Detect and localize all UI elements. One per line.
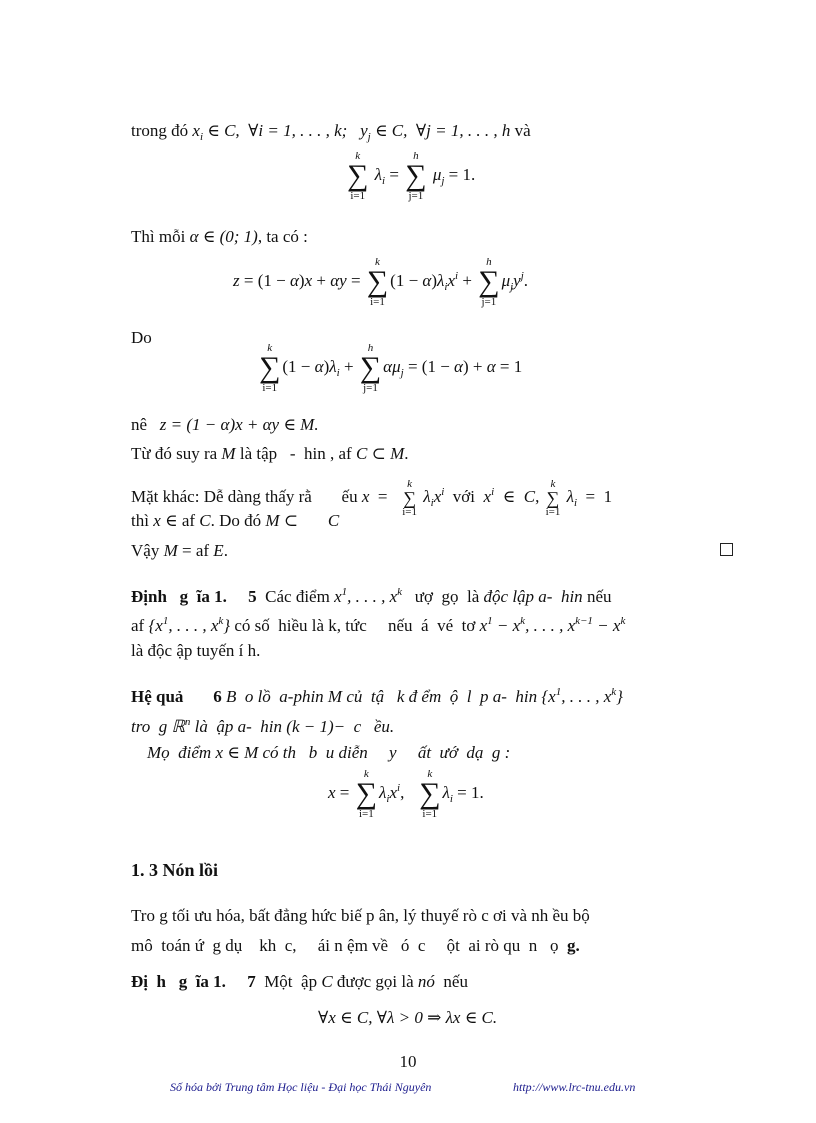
section-heading: 1. 3 Nón lồi: [131, 860, 219, 880]
equation-5: ∀x ∈ C, ∀λ > 0 ⇒ λx ∈ C.: [318, 1008, 498, 1027]
text-line-1: trong đó $x_i$ ∈ C, ∀i = 1, . . . , k; $y_j$ ∈ C, ∀j = 1, . . . , h và: [131, 121, 531, 143]
text-line-5: Từ đó suy ra M là tập - hin , af C ⊂ M.: [131, 444, 409, 463]
equation-4: x = k ∑ i=1 $\lambda_ix^i$, k ∑ i=1 $\lambda_i = 1$.: [328, 768, 484, 820]
text-line-3: Do: [131, 328, 152, 347]
paragraph-line-2: mô toán ứ g dụ kh c, ái n ệm về ó c ột ai rò qu n ọ g.: [131, 936, 580, 955]
equation-3: k ∑ i=1 $(1 - \alpha)\lambda_i$ + h ∑ j=1 $\alpha\mu_j = (1 - \alpha) + \alpha = 1$: [259, 342, 523, 394]
corollary-line-2: tro g ℝ$^n$ là ập a- hin (k − 1)− c ều.: [131, 716, 395, 736]
text-line-4: nê z = (1 − α)x + αy ∈ M.: [131, 415, 319, 434]
text-line-7: thì x ∈ af C. Do đó M ⊂ C: [131, 511, 340, 530]
footer-source: Số hóa bởi Trung tâm Học liệu - Đại học Thái Nguyên: [170, 1080, 432, 1094]
footer-url[interactable]: http://www.lrc-tnu.edu.vn: [513, 1080, 636, 1094]
qed-square-icon: [720, 543, 733, 556]
definition-line-1: Định g ĩa 1. 5 Các điểm $x^1$, . . . , $x^k$ ượ gọ là độc lập a- hin nếu: [131, 586, 612, 606]
page-number: 10: [399, 1052, 417, 1071]
paragraph-line-1: Tro g tối ưu hóa, bất đẳng hức biế p ân, lý thuyế rò c ơi và nh ều bộ: [131, 906, 590, 925]
definition-line-2: af {$x^1$, . . . , $x^k$} có số hiều là k, tức nếu á vé tơ $x^1 - x^k$, . . . , $x^{k-1} - x^k$: [131, 615, 626, 635]
corollary-line-3: Mọ điểm x ∈ M có th b u diễn y ất ướ dạ g :: [147, 743, 511, 762]
corollary-line-1: Hệ quả 6 B o lồ a-phin M củ tậ k đ ểm ộ l p a- hin {$x^1$, . . . , $x^k$}: [131, 686, 623, 706]
text-line-8: Vậy M = af E.: [131, 541, 228, 560]
definition-line-3: là độc ập tuyến í h.: [131, 641, 261, 660]
definition2-line: Đị h g ĩa 1. 7 Một ập C được gọi là nó nếu: [131, 972, 468, 991]
text-line-6: Mặt khác: Dễ dàng thấy rằ ếu x = k ∑ i=1 $\lambda_ix^i$ với $x^i$ ∈ C, k ∑ i=1 $\lambda_i = 1$: [131, 478, 613, 518]
equation-1: k ∑ i=1 $\lambda_i$ = h ∑ j=1 $\mu_j = 1$.: [347, 150, 476, 202]
text-line-2: Thì mỗi α ∈ (0; 1), ta có :: [131, 227, 308, 246]
equation-2: z = (1 − α)x + αy = k ∑ i=1 $(1 - \alpha)\lambda_ix^i$ + h ∑ j=1 $\mu_jy^j$.: [233, 256, 529, 308]
